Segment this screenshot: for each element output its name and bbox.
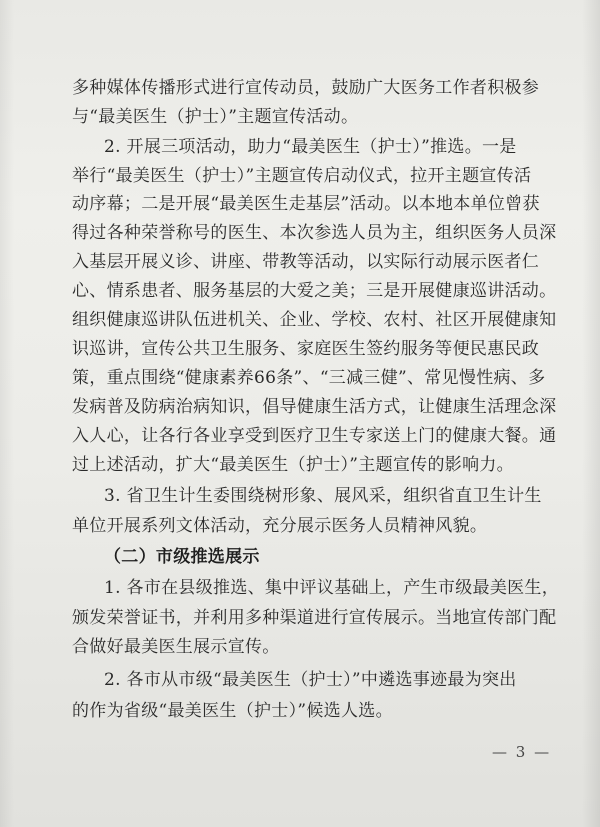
body-line-item-1: 1. 各市在县级推选、集中评议基础上，产生市级最美医生，: [104, 578, 560, 598]
body-line-item-2b: 2. 各市从市级“最美医生（护士）”中遴选事迹最为突出: [104, 670, 517, 690]
body-line: 过上述活动，扩大“最美医生（护士）”主题宣传的影响力。: [72, 455, 514, 475]
body-line: 单位开展系列文体活动，充分展示医务人员精神风貌。: [72, 516, 488, 536]
body-line: 识巡讲，宣传公共卫生服务、家庭医生签约服务等便民惠民政: [72, 339, 540, 359]
body-line: 的作为省级“最美医生（护士）”候选人选。: [72, 701, 393, 721]
body-line: 入人心，让各行各业享受到医疗卫生专家送上门的健康大餐。通: [72, 426, 557, 446]
body-line: 发病普及防病治病知识，倡导健康生活方式，让健康生活理念深: [72, 397, 557, 417]
body-line: 合做好最美医生展示宣传。: [72, 637, 280, 657]
body-line: 得过各种荣誉称号的医生、本次参选人员为主，组织医务人员深: [72, 223, 557, 243]
page-number: — 3 —: [492, 743, 552, 761]
body-line: 与“最美医生（护士）”主题宣传活动。: [72, 107, 359, 127]
body-line: 多种媒体传播形式进行宣传动员，鼓励广大医务工作者积极参: [72, 78, 540, 98]
body-line: 动序幕；二是开展“最美医生走基层”活动。以本地本单位曾获: [72, 194, 540, 214]
body-line-item-2: 2. 开展三项活动，助力“最美医生（护士）”推选。一是: [104, 137, 517, 157]
body-line: 举行“最美医生（护士）”主题宣传启动仪式，拉开主题宣传活: [72, 166, 532, 186]
body-line: 入基层开展义诊、讲座、带教等活动，以实际行动展示医者仁: [72, 252, 540, 272]
body-line: 组织健康巡讲队伍进机关、企业、学校、农村、社区开展健康知: [72, 310, 557, 330]
body-line: 颁发荣誉证书，并利用多种渠道进行宣传展示。当地宣传部门配: [72, 608, 557, 628]
body-line: 心、情系患者、服务基层的大爱之美；三是开展健康巡讲活动。: [72, 281, 557, 301]
body-line: 策，重点围绕“健康素养66条”、“三减三健”、常见慢性病、多: [72, 368, 546, 388]
body-line-item-3: 3. 省卫生计生委围绕树形象、展风采，组织省直卫生计生: [104, 486, 542, 506]
page-shadow-left: [0, 0, 14, 827]
section-heading: （二）市级推选展示: [104, 547, 260, 567]
page-shadow-right: [582, 0, 600, 827]
